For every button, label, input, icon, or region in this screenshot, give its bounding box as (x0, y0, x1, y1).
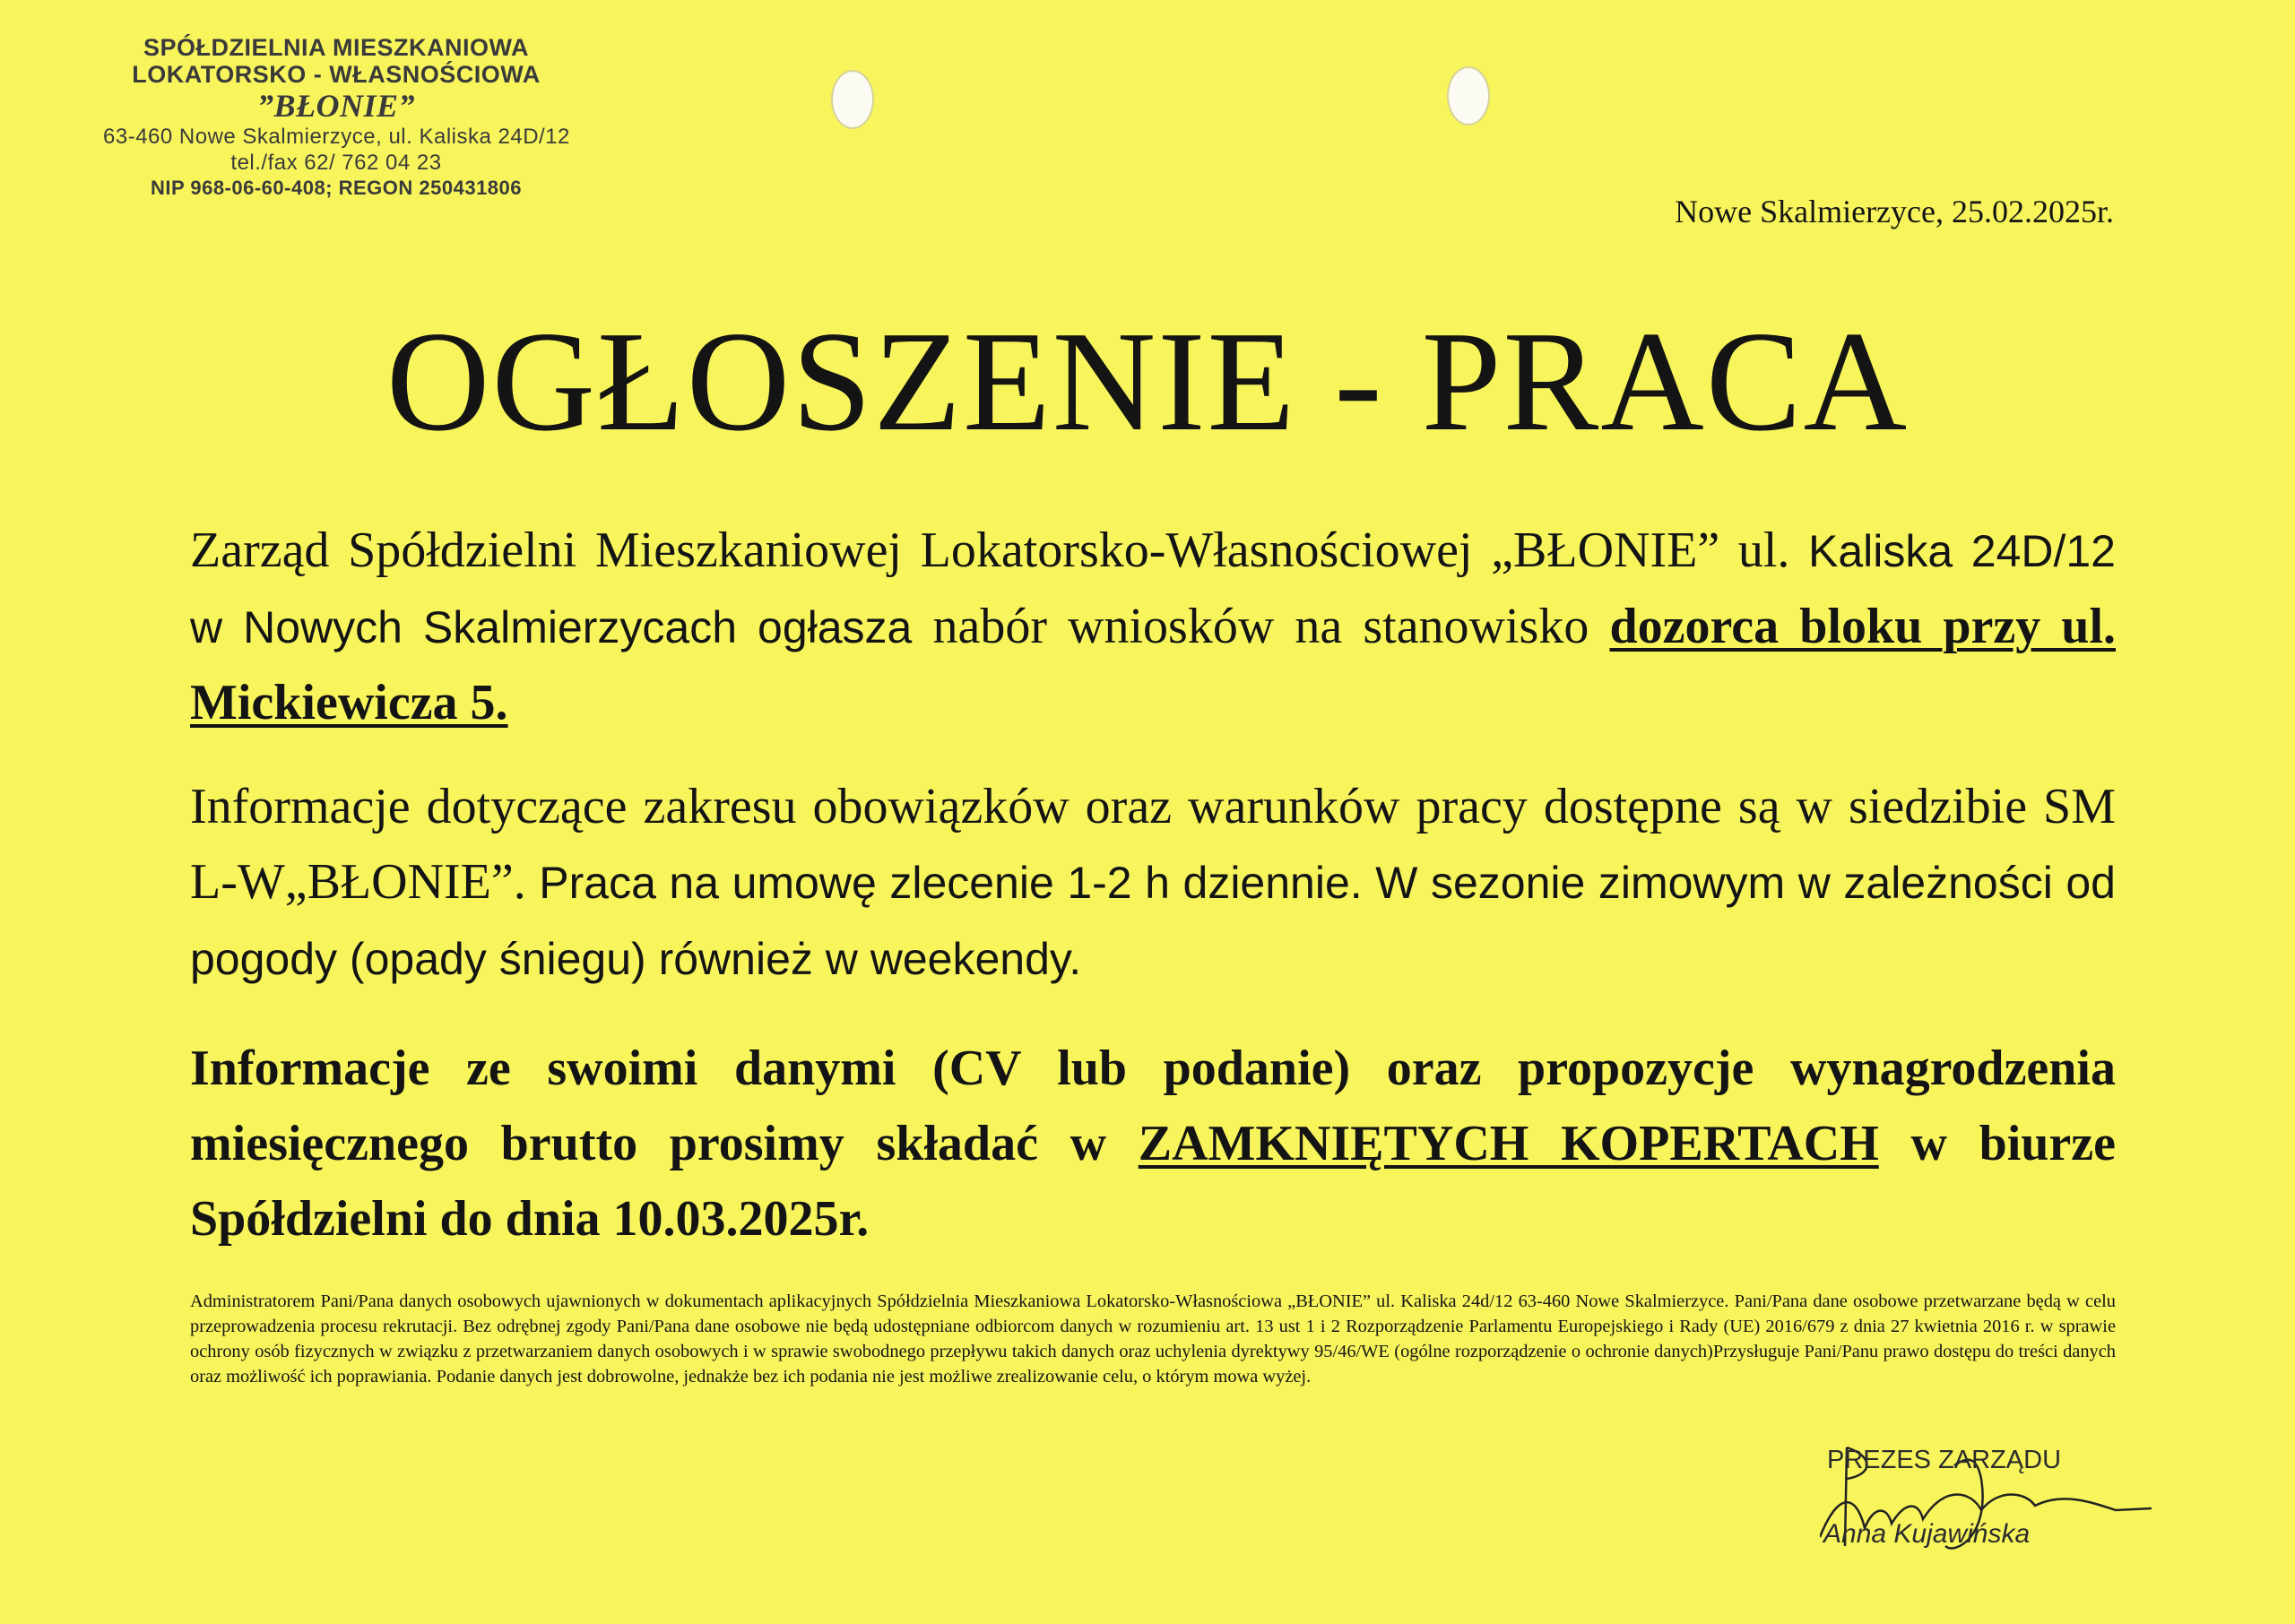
info-text: Informacje dotyczące zakresu obowiązków oraz warunków pracy dostępne są w siedzibie SM L-W„BŁONIE”. (190, 779, 2116, 910)
sealed-envelopes: ZAMKNIĘTYCH KOPERTACH (1138, 1116, 1879, 1171)
intro-paragraph (190, 513, 2116, 740)
job-position: dozorca bloku przy ul. Mickiewicza 5. (190, 599, 2117, 730)
info-paragraph (190, 769, 2116, 997)
work-conditions: Praca na umowę zlecenie 1-2 h dziennie. W sezonie zimowym w zależności od pogody (opady śniegu) również w weekendy. (190, 858, 2116, 984)
punch-hole (1447, 66, 1490, 125)
signature-name: Anna Kujawińska (1823, 1519, 2031, 1549)
page-title: OGŁOSZENIE - PRACA (385, 301, 1910, 461)
stamp-line: tel./fax 62/ 762 04 23 (230, 151, 442, 175)
gdpr-notice: Administratorem Pani/Pana danych osobowych ujawnionych w dokumentach aplikacyjnych Spółdzielnia Mieszkaniowa Lokatorsko-Własnościowa „BŁONIE” ul. Kaliska 24d/12 63-460 Nowe Skalmierzyce. Pani/Pana dane osobowe przetwarzane będą w celu przeprowadzenia procesu rekrutacji. Bez odrębnej zgody Pani/Pana dane osobowe nie będą udostępniane odbiorcom danych w rozumieniu art. 13 ust 1 i 2 Rozporządzenie Parlamentu Europejskiego i Rady (UE) 2016/679 z dnia 27 kwietnia 2016 r. w sprawie ochrony osób fizycznych w związku z przetwarzaniem danych osobowych i w sprawie swobodnego przepływu takich danych oraz uchylenia dyrektywy 95/46/WE (ogólne rozporządzenie o ochronie danych)Przysługuje Pani/Panu prawo dostępu do treści danych oraz możliwość ich poprawiania. Podanie danych jest dobrowolne, jednakże bez ich podania nie jest możliwe zrealizowanie celu, o którym mowa wyżej. (190, 1291, 2116, 1386)
intro-text: Zarząd Spółdzielni Mieszkaniowej Lokatorsko-Własnościowej „BŁONIE” ul. (190, 523, 1790, 578)
cooperative-stamp (103, 34, 569, 201)
stamp-line: SPÓŁDZIELNIA MIESZKANIOWA (143, 34, 529, 61)
stamp-line: 63-460 Nowe Skalmierzyce, ul. Kaliska 24D/12 (103, 125, 570, 149)
punch-hole (831, 70, 874, 129)
stamp-line: LOKATORSKO - WŁASNOŚCIOWA (132, 61, 541, 88)
intro-text-cont: nabór wniosków na stanowisko (912, 599, 1610, 654)
deadline-text: w biurze Spółdzielni do dnia 10.03.2025r. (190, 1116, 2116, 1247)
application-paragraph (190, 1031, 2116, 1257)
stamp-line: NIP 968-06-60-408; REGON 250431806 (150, 177, 523, 199)
signature-block (1820, 1438, 2161, 1573)
signature-role: PREZES ZARZĄDU (1827, 1446, 2062, 1474)
intro-address: Kaliska 24D/12 w Nowych Skalmierzycach ogłasza (190, 526, 2116, 652)
document-date: Nowe Skalmierzyce, 25.02.2025r. (1675, 194, 2114, 229)
application-text: Informacje ze swoimi danymi (CV lub podanie) oraz propozycje wynagrodzenia miesięcznego brutto prosimy składać w (190, 1041, 2116, 1171)
stamp-line: ”BŁONIE” (256, 88, 416, 124)
